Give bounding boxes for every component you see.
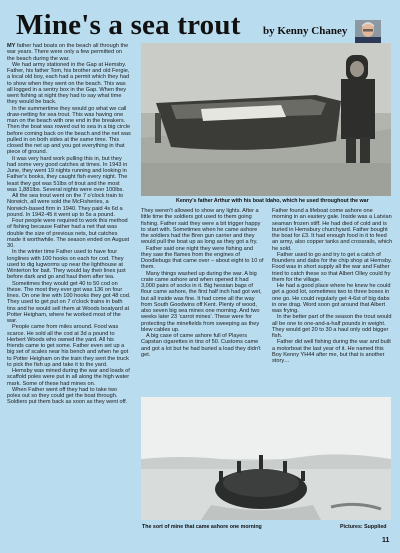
paragraph: He had a good place where he knew he could get a good lot, sometimes two to three boxes in one go. He could regularly get 4-6st of big dabs in one drag. Word soon got around that Albert was frying.	[272, 283, 391, 314]
sea-mine-image	[141, 397, 391, 520]
paragraph: In the better part of the season the trout would all be one to one-and-a-half pounds in weight. They would get 20 to 30 a haul only odd bigger fish.	[272, 314, 392, 339]
paragraph: In the summertime they would go what we call draw-netting for sea trout. This was having one man on the beach with one end in the breakers. Then the boat was rowed out to sea in a big circle before coming back on the beach and the net was pulled in on both sides at the same time. This closed the net up and you got everything in that piece of ground.	[7, 105, 131, 156]
paragraph	[7, 43, 131, 62]
paragraph: Father did well fishing during the war and built a motorboat the last year of it. He named this Boy Kenny YH44 after me, but that is another story…	[272, 339, 391, 364]
main-photo-caption: Kenny's father Arthur with his boat Idaho, which he used throughout the war	[176, 198, 369, 204]
paragraph: We had army stationed in the Gap at Hemsby. Father, his father Tom, his brother and old Fergie, a local old boy, each had a permit which they had to show when they went on the beach. This was all logged in a sentry box in the Gap. When they went fishing at night they had to say what time they would be back.	[7, 61, 130, 106]
author-photo	[355, 20, 381, 44]
photo-credit: Pictures: Supplied	[340, 524, 387, 530]
paragraph: Father used to go and try to get a catch of flounders and dabs for the chip shop at Hemsby. Food was in short supply all the war and Father tried to catch these so that Albert Olley could fry them for the village.	[272, 251, 392, 283]
boat-on-beach-image	[141, 43, 391, 196]
paragraph-text: father had boats on the beach all through the war years. There were only a few permitted on the beach during the war.	[7, 43, 129, 62]
paragraph: Sometimes they would get 40 to 50 cod on these. The most they ever got was 136 on four lines. On one line with 100 hooks they got 48 cod. They used to get put on 7 o'clock trains in bath tins and he would sell them at Woods boatyard at Potter Heigham, where he worked most of the war.	[7, 280, 131, 324]
mine-photo	[141, 397, 391, 520]
author-portrait-image	[355, 20, 381, 44]
paragraph: When Father went off they had to take two poles out so they could get the boat through. Soldiers put them back as soon as they went off.	[7, 386, 128, 406]
page-number: 11	[382, 537, 390, 544]
mine-photo-caption: The sort of mine that came ashore one morning	[142, 524, 262, 530]
article-column-3	[272, 208, 394, 364]
paragraph: People came from miles around. Food was scarce. He sold all the cod at 3d a pound to Herbert Woods who owned the yard. All his friends came to get some. Father even set up a big set of scales near his bench and when he got to Potter Heigham on the train they sent the truck to pick the fish up and take it to the yard.	[7, 324, 129, 368]
article-column-2	[141, 208, 264, 358]
main-photo	[141, 43, 391, 196]
lead-in: MY	[7, 43, 16, 49]
article-byline: by Kenny Chaney	[263, 25, 348, 37]
paragraph: Hemsby was mined during the war and loads of scaffold poles were put in all along the high water mark. Some of these had mines on.	[7, 368, 130, 387]
paragraph: Father said one night they were fishing and they saw the flames from the engines of Doodlebugs that came over – about eight to 10 of them.	[141, 245, 264, 271]
paragraph: In the winter time Father used to have four longlines with 100 hooks on each for cod. They used to dig lugworms up near the lighthouse at Winterton for bait. They would lay their lines just before dark and go and haul them after tea.	[7, 249, 126, 281]
article-column-1	[7, 43, 131, 406]
paragraph: Father found a lifeboat come ashore one morning in an eastery gale. Inside was a Latvian seaman frozen stiff. He had died of cold and is buried in Hemsbury churchyard. Father bought the boat for £3. It had enough food in it to feed an army, also copper tanks and crossrails, which he sold.	[272, 208, 393, 252]
paragraph: A big case of came ashore full of Players Capstan cigarettes in tins of 50. Customs came and got a lot but he had buried a load they didn't get.	[141, 333, 261, 358]
paragraph: They weren't allowed to show any lights. After a little time the soldiers got used to them going fishing. Father said they were a bit trigger happy to start with. Sometimes when he came ashore the soldiers had the Bren gun carrier and they would pull the boat up as long as they got a fry.	[141, 208, 261, 246]
paragraph: It was very hard work pulling this in, but they had some very good catches at times. In 1943 in June, they went 19 nights running and looking in Father's books, they caught fish every night. The least they got was 51lbs of trout and the most was 1,881lbs. Several nights were over 100lbs.	[7, 155, 128, 193]
paragraph: Many things washed up during the war. A big crate came ashore and when opened it had 3,000 pairs of socks in it. Big hessian bags of flour came ashore, the first half inch had got wet, but all inside was fine. It had come all the way from South Goodwins off Kent. Plenty of wood, also seven big sea mines one morning. And two weeks later 23 'carrot mines'. These were for protecting the minefields from sweeping as they blew cables up.	[141, 270, 262, 333]
paragraph: Four people were required to work this method of fishing because Father had a net that was double the size of previous nets, but catches made it worthwhile. The season ended on August 30.	[7, 218, 130, 249]
paragraph: All the sea trout went on the 7 o'clock train to Norwich, all were sold the McFisheries, a Norwich-based firm in 1940. They paid 4s 6d a pound. In 1942-45 it went up to 5s a pound.	[7, 193, 124, 218]
article-title: Mine's a sea trout	[16, 9, 241, 41]
